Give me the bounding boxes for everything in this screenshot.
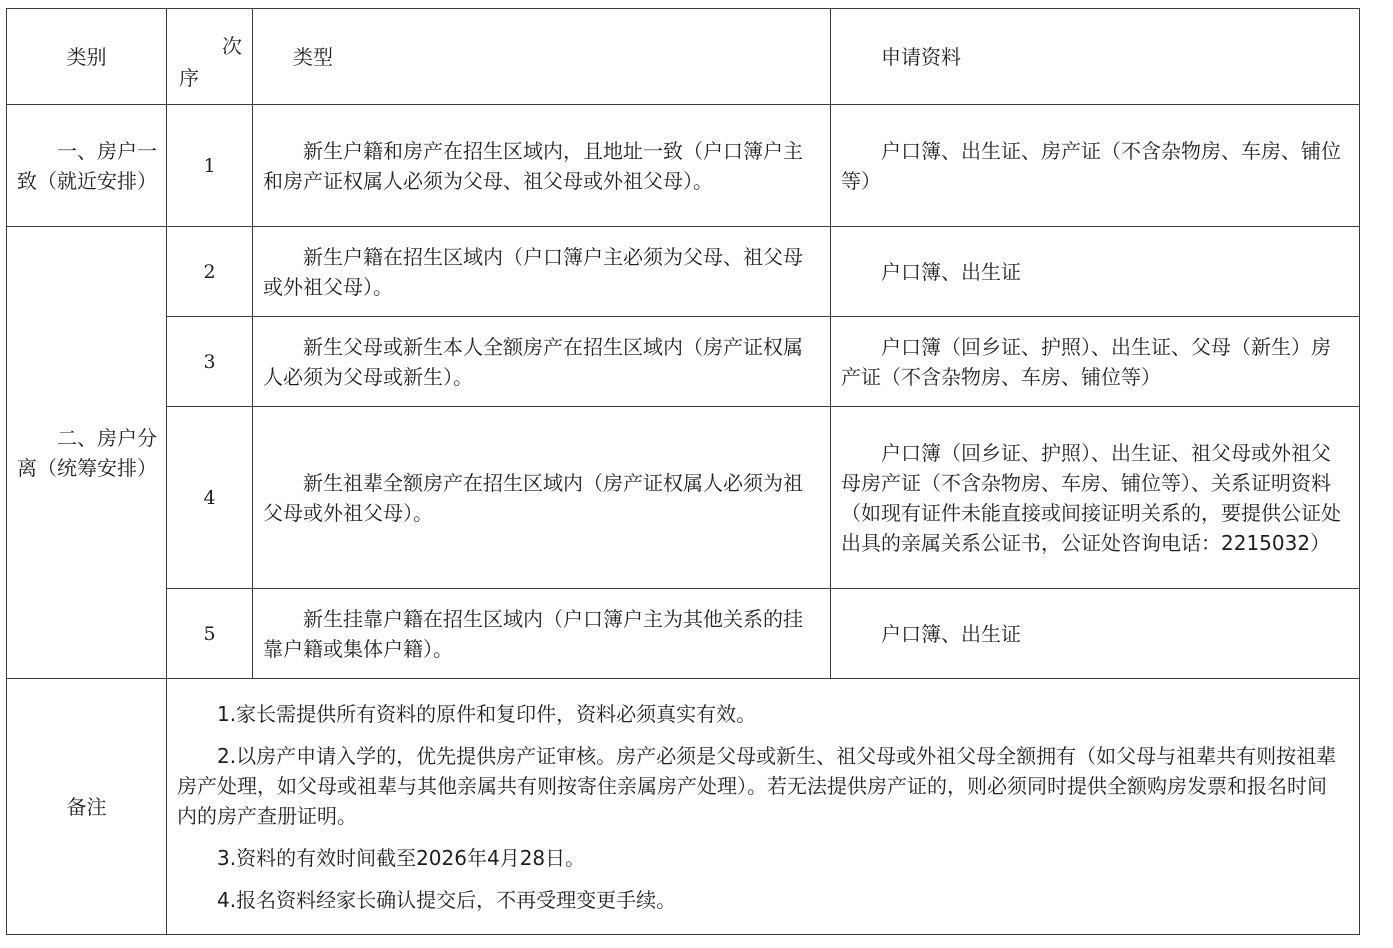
type-cell: [253, 317, 831, 407]
type-text: 新生父母或新生本人全额房产在招生区域内（房产证权属人必须为父母或新生）。: [263, 334, 803, 389]
type-text: 新生户籍和房产在招生区域内，且地址一致（户口簿户主和房产证权属人必须为父母、祖父母或外祖父母）。: [263, 138, 803, 193]
header-sequence: [167, 9, 253, 105]
docs-cell: [831, 105, 1360, 227]
docs-text: 户口簿、出生证、房产证（不含杂物房、车房、铺位等）: [841, 138, 1341, 193]
category-cell: [7, 227, 167, 679]
type-cell: [253, 105, 831, 227]
sequence-cell: 5: [167, 589, 253, 679]
category-label: 二、房户分离（统筹安排）: [17, 425, 157, 480]
table-row: [7, 589, 1360, 679]
table-row: [7, 317, 1360, 407]
docs-text: 户口簿、出生证: [881, 259, 1021, 284]
type-cell: [253, 407, 831, 589]
header-type: [253, 9, 831, 105]
remark-item: 4.报名资料经家长确认提交后，不再受理变更手续。: [217, 887, 677, 912]
remark-item: 1.家长需提供所有资料的原件和复印件，资料必须真实有效。: [217, 701, 757, 726]
docs-cell: [831, 589, 1360, 679]
header-sequence-top: 次: [222, 34, 242, 58]
remark-item: 3.资料的有效时间截至2026年4月28日。: [217, 845, 586, 870]
table-row: [7, 227, 1360, 317]
sequence-cell: 4: [167, 407, 253, 589]
sequence-cell: 2: [167, 227, 253, 317]
category-label: 一、房户一致（就近安排）: [17, 138, 157, 193]
category-cell: [7, 105, 167, 227]
sequence-cell: 1: [167, 105, 253, 227]
header-docs-label: 申请资料: [881, 44, 961, 69]
header-sequence-bottom: 序: [179, 66, 199, 90]
docs-cell: [831, 407, 1360, 589]
table-row: [7, 105, 1360, 227]
docs-text: 户口簿、出生证: [881, 621, 1021, 646]
remarks-content: [167, 679, 1360, 935]
docs-cell: [831, 317, 1360, 407]
type-text: 新生祖辈全额房产在招生区域内（房产证权属人必须为祖父母或外祖父母）。: [263, 470, 803, 525]
type-text: 新生挂靠户籍在招生区域内（户口簿户主为其他关系的挂靠户籍或集体户籍）。: [263, 606, 803, 661]
sequence-cell: 3: [167, 317, 253, 407]
enrollment-requirements-table: [6, 8, 1360, 935]
type-cell: [253, 227, 831, 317]
type-cell: [253, 589, 831, 679]
remark-item: 2.以房产申请入学的，优先提供房产证审核。房产必须是父母或新生、祖父母或外祖父母全额拥有（如父母与祖辈共有则按祖辈房产处理，如父母或祖辈与其他亲属共有则按寄住亲属房产处理）。若无法提供房产证的，则必须同时提供全额购房发票和报名时间内的房产查册证明。: [177, 743, 1337, 828]
docs-cell: [831, 227, 1360, 317]
remarks-row: [7, 679, 1360, 935]
remarks-label: 备注: [7, 679, 167, 935]
table-row: [7, 407, 1360, 589]
type-text: 新生户籍在招生区域内（户口簿户主必须为父母、祖父母或外祖父母）。: [263, 244, 803, 299]
header-category: 类别: [7, 9, 167, 105]
docs-text: 户口簿（回乡证、护照）、出生证、父母（新生）房产证（不含杂物房、车房、铺位等）: [841, 334, 1331, 389]
table-header-row: [7, 9, 1360, 105]
header-docs: [831, 9, 1360, 105]
header-type-label: 类型: [293, 44, 333, 69]
docs-text: 户口簿（回乡证、护照）、出生证、祖父母或外祖父母房产证（不含杂物房、车房、铺位等）、关系证明资料（如现有证件未能直接或间接证明关系的，要提供公证处出具的亲属关系公证书，公证处咨询电话：2215032）: [841, 440, 1341, 555]
